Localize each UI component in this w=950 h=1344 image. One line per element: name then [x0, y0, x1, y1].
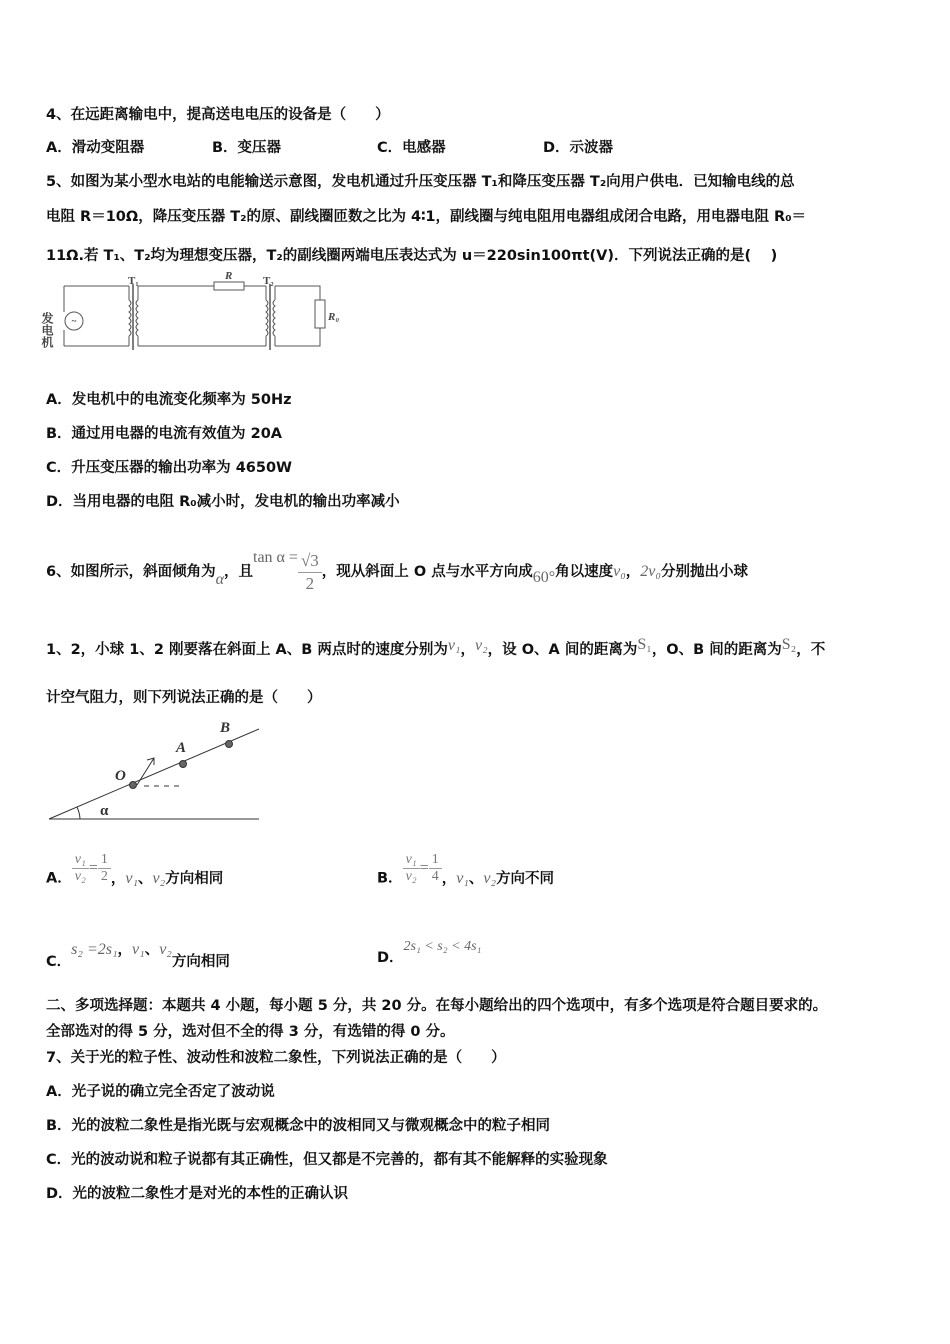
q6-text: ，O、B 间的距离为 — [651, 642, 782, 658]
angle-alpha-label: α — [100, 803, 109, 819]
q6-text: ，不 — [796, 642, 826, 658]
v2-symbol: v₂ — [152, 869, 166, 887]
point-b-label: B — [220, 720, 231, 736]
option-text: 方向不同 — [496, 870, 555, 887]
v2-symbol: v₂ — [483, 869, 497, 887]
equals: = — [419, 859, 429, 877]
2v0-symbol: 2v₀ — [640, 563, 661, 580]
comma: ， — [625, 564, 641, 580]
v2-symbol: v₂ — [475, 637, 488, 654]
option-text: 方向相同 — [165, 870, 224, 887]
separator: 、 — [468, 870, 484, 887]
fraction-denominator: 4 — [431, 869, 439, 884]
d-formula: 2s₁ < s₂ < 4s₁ — [403, 939, 482, 954]
alpha-symbol: α — [215, 571, 224, 588]
q6-text: 1、2，小球 1、2 刚要落在斜面上 A、B 两点时的速度分别为 — [46, 642, 448, 658]
q6-line2: 1、2，小球 1、2 刚要落在斜面上 A、B 两点时的速度分别为v₁，v₂，设 O、A 间的距离为S₁，O、B 间的距离为S₂，不 — [46, 636, 826, 658]
option-text: 方向相同 — [171, 954, 230, 970]
angle-60: 60° — [532, 569, 556, 586]
point-o-label: O — [115, 768, 126, 784]
q6-text: 6、如图所示，斜面倾角为 — [46, 564, 216, 580]
q5-line3: 11Ω.若 T₁、T₂均为理想变压器，T₂的副线圈两端电压表达式为 u＝220sin100πt(V)．下列说法正确的是( ) — [46, 248, 778, 264]
q5-option-d: D．当用电器的电阻 R₀减小时，发电机的输出功率减小 — [46, 494, 400, 510]
t2-label: T₂ — [263, 275, 274, 287]
q6-line3: 计空气阻力，则下列说法正确的是（ ） — [46, 690, 322, 706]
v1-symbol: v₁ — [132, 941, 145, 958]
v1-symbol: v₁ — [125, 869, 139, 887]
fraction-denominator: 2 — [305, 573, 315, 593]
q4-option-b: B．变压器 — [212, 140, 282, 156]
fraction-numerator: v₁ — [403, 852, 420, 869]
q6-option-b: B． $\frac{\text{v₁}}{\text{v₂}}$ = $\frac{1}{4}$ ，v₁、v₂方向不同 — [377, 852, 555, 887]
generator-label: 发电机 — [40, 312, 54, 348]
q6-option-a: A． $\frac{\text{v₁}}{\text{v₂}}$ = $\frac{1}{2}$ ，v₁、v₂方向相同 — [46, 852, 224, 887]
tan-formula: tan α = — [253, 549, 298, 566]
q7-option-b: B．光的波粒二象性是指光既与宏观概念中的波相同又与微观概念中的粒子相同 — [46, 1118, 551, 1134]
fraction-denominator: 2 — [100, 869, 108, 884]
q4-option-c: C．电感器 — [377, 140, 446, 156]
q7-option-a: A．光子说的确立完全否定了波动说 — [46, 1084, 275, 1100]
section2-line2: 全部选对的得 5 分，选对但不全的得 3 分，有选错的得 0 分。 — [46, 1024, 455, 1040]
incline-diagram — [44, 715, 264, 825]
q5-option-a: A．发电机中的电流变化频率为 50Hz — [46, 392, 292, 408]
v2-symbol: v₂ — [159, 941, 172, 958]
q6-text: ，现从斜面上 O 点与水平方向成 — [321, 564, 533, 580]
v1-symbol: v₁ — [447, 637, 461, 654]
s1-symbol: S₁ — [637, 636, 652, 653]
transmission-circuit-diagram — [40, 270, 344, 356]
t1-label: T₁ — [128, 275, 139, 287]
r-label: R — [225, 270, 233, 282]
q6-option-d — [377, 938, 481, 967]
q4-option-a: A．滑动变阻器 — [46, 140, 145, 156]
q6-text: ，且 — [224, 564, 253, 580]
point-a-label: A — [176, 740, 187, 756]
q6-text: 角以速度 — [555, 564, 614, 580]
option-label: A． — [46, 870, 72, 887]
q7-stem: 7、关于光的粒子性、波动性和波粒二象性，下列说法正确的是（ ） — [46, 1050, 506, 1066]
q5-line1: 5、如图为某小型水电站的电能输送示意图，发电机通过升压变压器 T₁和降压变压器 T₂向用户供电．已知输电线的总 — [46, 174, 795, 190]
q5-option-b: B．通过用电器的电流有效值为 20A — [46, 426, 282, 442]
q4-stem: 4、在远距离输电中，提高送电电压的设备是（ ） — [46, 107, 390, 123]
q7-option-d: D．光的波粒二象性才是对光的本性的正确认识 — [46, 1186, 349, 1202]
s2-symbol: S₂ — [781, 636, 797, 653]
fraction-numerator: 1 — [98, 852, 111, 869]
c-formula: s₂ =2s₁ — [71, 941, 118, 958]
fraction-numerator: v₁ — [72, 852, 89, 869]
option-label: B． — [377, 870, 403, 887]
q6-line1 — [46, 528, 748, 610]
v1-symbol: v₁ — [456, 869, 469, 887]
fraction-denominator: v₂ — [74, 869, 86, 884]
q6-option-c: C．s₂ =2s₁，v₁、v₂方向相同 — [46, 941, 230, 970]
fraction-numerator: 1 — [429, 852, 442, 869]
section2-line1: 二、多项选择题：本题共 4 小题，每小题 5 分，共 20 分。在每小题给出的四个选项中，有多个选项是符合题目要求的。 — [46, 998, 828, 1014]
equals: = — [88, 859, 98, 877]
svg-text:~: ~ — [71, 316, 77, 326]
q5-line2: 电阻 R＝10Ω，降压变压器 T₂的原、副线圈匝数之比为 4∶1，副线圈与纯电阻用电器组成闭合电路，用电器电阻 R₀＝ — [46, 209, 807, 225]
option-label: C． — [46, 954, 72, 970]
q6-text: ，设 O、A 间的距离为 — [487, 642, 638, 658]
q7-option-c: C．光的波动说和粒子说都有其正确性，但又都是不完善的，都有其不能解释的实验现象 — [46, 1152, 608, 1168]
separator: 、 — [144, 942, 160, 958]
q6-text: 分别抛出小球 — [660, 564, 748, 580]
r0-label: R₀ — [328, 311, 340, 323]
fraction-numerator: √3 — [298, 550, 322, 573]
q4-option-d: D．示波器 — [543, 140, 614, 156]
v0-symbol: v₀ — [613, 563, 626, 580]
q5-option-c: C．升压变压器的输出功率为 4650W — [46, 460, 293, 476]
option-label: D． — [377, 950, 404, 966]
fraction-denominator: v₂ — [405, 869, 417, 884]
separator: 、 — [138, 870, 153, 887]
